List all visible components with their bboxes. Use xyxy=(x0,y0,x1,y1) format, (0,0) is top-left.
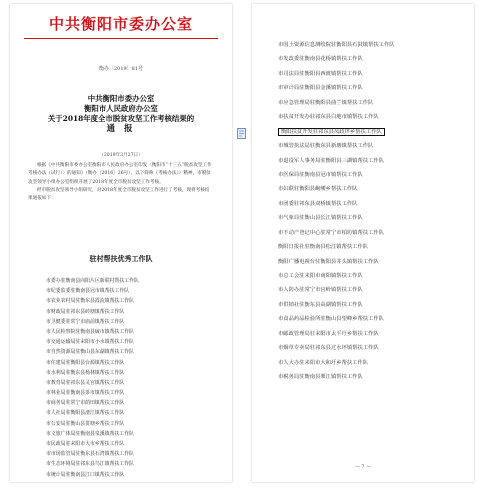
team-name: 市公安局驻衡山县贯塘乡帮扶工作队 xyxy=(46,420,125,427)
notice-date: （2019年3月27日） xyxy=(99,153,143,158)
team-name: 市城管执法局驻衡东县新塘镇帮扶工作队 xyxy=(278,143,374,150)
team-list-item xyxy=(278,341,468,355)
team-list-item xyxy=(278,240,468,254)
team-list-item xyxy=(278,370,468,384)
team-name: 市医保局驻衡南县冠市镇帮扶工作队 xyxy=(278,171,363,178)
team-name: 市烟草专卖局驻祁东县过水坪镇帮扶工作队 xyxy=(278,345,379,352)
team-name: 市应急管理局驻衡阳县曲兰镇帮扶工作队 xyxy=(278,99,374,106)
team-name: 市自然资源局驻衡山县东湖镇帮扶工作队 xyxy=(46,349,135,356)
team-name: 市扶贫开发办驻祁东县白地市镇帮扶工作队 xyxy=(278,114,379,121)
team-name: 衡阳日报社驻衡南县松江镇帮扶工作队 xyxy=(278,244,369,251)
team-name: 市人大办驻耒阳市大和圩乡帮扶工作队 xyxy=(278,359,369,366)
section-heading: 驻村帮扶优秀工作队 xyxy=(89,254,153,263)
team-name: 市食品药品检验所驻衡山县望峰乡帮扶工作队 xyxy=(278,316,384,323)
team-name: 市统计局驻衡南县江口镇帮扶工作队 xyxy=(46,471,125,478)
team-list-item xyxy=(278,67,468,81)
team-list-item xyxy=(46,408,226,418)
team-name: 市民政局驻耒阳市大市乡帮扶工作队 xyxy=(46,441,125,447)
page-number: — 7 — xyxy=(354,464,372,470)
team-name: 市交通运输局驻耒阳市小水镇帮扶工作队 xyxy=(46,339,135,346)
team-list-item xyxy=(278,269,468,283)
team-list-item xyxy=(278,110,468,124)
team-name: 市司法局驻衡阳县西渡镇帮扶工作队 xyxy=(278,70,363,77)
team-list-left xyxy=(46,276,226,480)
team-name: 衡阳扶贫开发驻祁东县凤歧坪乡帮扶工作队 xyxy=(278,128,385,136)
notice-title xyxy=(10,94,232,134)
team-name: 市不动产登记中心驻常宁市柏坊镇帮扶工作队 xyxy=(278,229,384,236)
team-name: 衡阳广播电视台驻衡阳县井头镇帮扶工作队 xyxy=(278,258,379,265)
team-list-item xyxy=(278,139,468,153)
team-list-item xyxy=(278,327,468,341)
team-name: 市卫健委驻常宁市庙前镇帮扶工作队 xyxy=(46,318,125,325)
notice-body xyxy=(28,162,214,203)
team-list-item xyxy=(46,337,226,347)
notice-title-line: 关于2018年度全市脱贫攻坚工作考核结果的 xyxy=(47,114,195,123)
team-name: 市市场监管局驻衡东县石湾镇帮扶工作队 xyxy=(46,451,135,458)
document-number: 衡办〔2019〕81号 xyxy=(98,66,144,72)
document-page-right xyxy=(252,4,474,482)
team-name: 市邮政管理局驻耒阳市太平圩乡帮扶工作队 xyxy=(278,330,379,337)
team-list-item xyxy=(46,459,226,469)
team-list-item xyxy=(46,388,226,398)
team-list-item xyxy=(278,255,468,269)
team-list-item xyxy=(46,439,226,449)
team-list-item xyxy=(46,429,226,439)
notice-title-line: 中共衡阳市委办公室 xyxy=(87,94,155,103)
team-list-item xyxy=(46,449,226,459)
team-name: 市税务局驻衡南县栗江镇帮扶工作队 xyxy=(278,374,363,381)
team-name: 市委办驻衡南县向阳片区新联村帮扶工作队 xyxy=(46,278,139,284)
team-list-item xyxy=(278,154,468,168)
document-page-left xyxy=(10,4,232,482)
team-list-item xyxy=(278,168,468,182)
team-name: 市人社局驻衡阳县渣江镇帮扶工作队 xyxy=(46,410,125,417)
team-list-item xyxy=(278,197,468,211)
team-name: 市气象局驻衡山县长江镇帮扶工作队 xyxy=(278,215,363,222)
team-name: 市妇联驻衡阳县岣嵝乡帮扶工作队 xyxy=(278,186,358,193)
team-list-item xyxy=(46,358,226,368)
team-list-item xyxy=(278,38,468,52)
team-list-item xyxy=(278,182,468,196)
team-list-item xyxy=(46,307,226,317)
team-name: 市财政局驻祁东县砖塘镇帮扶工作队 xyxy=(46,308,125,315)
notice-title-line: 衡阳市人民政府办公室 xyxy=(84,104,158,113)
team-list-item xyxy=(278,312,468,326)
team-list-item xyxy=(278,125,468,139)
team-list-item xyxy=(278,211,468,225)
team-name: 市教育局驻祁东县灵官镇帮扶工作队 xyxy=(46,379,125,386)
team-name: 市商务局驻常宁市荫田镇帮扶工作队 xyxy=(46,400,125,407)
notice-title-line: 通 报 xyxy=(106,124,136,134)
team-name: 市国土资源信息测绘院驻衡阳县石鼓镇帮扶工作队 xyxy=(278,42,395,48)
team-name: 市水利局驻衡东县杨林镇帮扶工作队 xyxy=(46,369,125,376)
team-list-item xyxy=(46,368,226,378)
team-list-item xyxy=(46,296,226,306)
header-divider xyxy=(24,38,218,39)
team-list-item xyxy=(278,226,468,240)
body-paragraph: 根据《中共衡阳市委办公室衡阳市人民政府办公室印发〈衡阳市“十三五”脱贫攻坚工作考核办法（试行）〉的通知》（衡办〔2016〕26号），以下简称《考核办法》）精神，市脱贫攻坚领导小组办公室组织开展了2018年度全市脱贫攻坚工作考核。 xyxy=(28,163,212,185)
team-name: 市住建局驻衡阳县台源镇帮扶工作队 xyxy=(46,359,125,366)
team-name: 市团委驻祁东县双桥镇帮扶工作队 xyxy=(278,200,358,207)
team-name: 市审计局驻衡阳县金溪镇帮扶工作队 xyxy=(278,85,363,92)
document-header-title: 中共衡阳市委办公室 xyxy=(48,15,193,33)
team-name: 市人民检察院驻衡南县硫市镇帮扶工作队 xyxy=(46,328,135,335)
team-list-item xyxy=(46,470,226,480)
team-list-item xyxy=(278,283,468,297)
team-name: 市供销社驻衡东县高湖镇帮扶工作队 xyxy=(278,301,363,308)
team-list-right xyxy=(278,38,468,385)
team-list-item xyxy=(278,356,468,370)
team-list-item xyxy=(46,419,226,429)
team-list-item xyxy=(46,327,226,337)
team-name: 市生态环境局驻祁东县鸟江镇帮扶工作队 xyxy=(46,461,135,468)
team-list-item xyxy=(278,96,468,110)
team-name: 市退役军人事务局驻衡阳县三湖镇帮扶工作队 xyxy=(278,157,384,164)
body-paragraph: 经市脱贫攻坚领导小组研究，对2018年度全市脱贫攻坚工作进行了考核，现将考核结果通报如下： xyxy=(28,187,210,202)
team-name: 市人防办驻常宁市官岭镇帮扶工作队 xyxy=(278,287,363,294)
page-fold-icon xyxy=(237,128,246,139)
team-list-item xyxy=(278,298,468,312)
team-list-item xyxy=(278,52,468,66)
team-list-item xyxy=(46,317,226,327)
team-list-item xyxy=(46,286,226,296)
team-name: 市文旅广体局驻衡南县泉溪镇帮扶工作队 xyxy=(46,430,135,437)
team-name: 市总工会驻耒阳市南阳镇帮扶工作队 xyxy=(278,273,363,279)
team-name: 市林业局驻衡南县茶市镇帮扶工作队 xyxy=(46,390,125,397)
team-list-item xyxy=(46,378,226,388)
team-list-item xyxy=(46,276,226,286)
team-name: 市农业农村局驻衡东县霞流镇帮扶工作队 xyxy=(46,298,135,305)
team-list-item xyxy=(46,347,226,357)
team-name: 市纪委监委驻衡南县冠市镇帮扶工作队 xyxy=(46,288,130,295)
team-list-item xyxy=(46,398,226,408)
team-list-item xyxy=(278,81,468,95)
team-name: 市发改委驻衡南县花桥镇帮扶工作队 xyxy=(278,56,363,63)
